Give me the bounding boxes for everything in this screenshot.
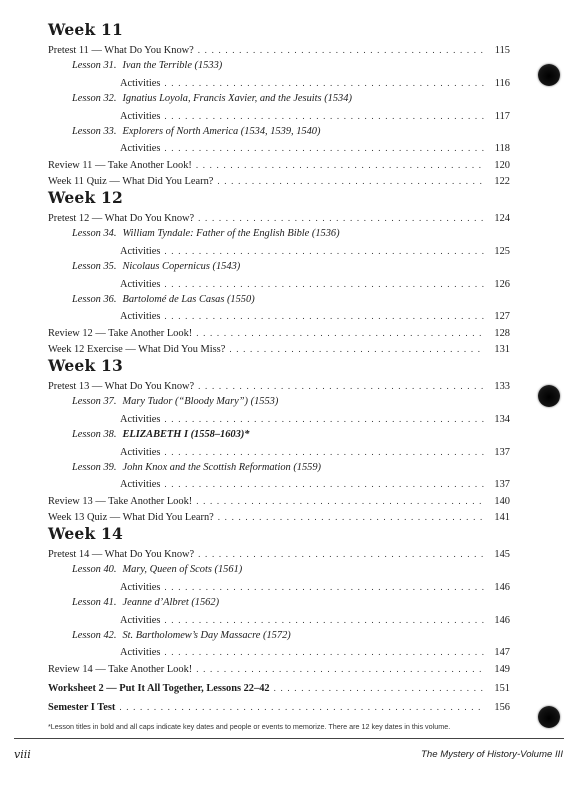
lesson-title: St. Bartholomew’s Day Massacre (1572) xyxy=(122,629,291,641)
book-title: The Mystery of History-Volume III xyxy=(421,749,563,760)
lesson-entry xyxy=(48,460,510,476)
lesson-title: Mary Tudor (“Bloody Mary”) (1553) xyxy=(122,396,279,408)
lesson-title: Ivan the Terrible (1533) xyxy=(122,60,223,72)
entry-label: Review 12 — Take Another Look! xyxy=(48,327,193,339)
review-entry xyxy=(48,157,510,173)
review-entry xyxy=(48,661,510,677)
semester-test-entry xyxy=(48,699,510,715)
activities-entry xyxy=(48,140,510,156)
pretest-entry xyxy=(48,210,510,226)
lesson-number: Lesson 36. xyxy=(72,293,117,305)
lesson-number: Lesson 34. xyxy=(72,228,117,240)
lesson-number: Lesson 38. xyxy=(72,429,117,441)
entry-page: 115 xyxy=(494,45,510,56)
entry-page: 128 xyxy=(494,327,510,339)
lesson-title: Ignatius Loyola, Francis Xavier, and the Jesuits (1534) xyxy=(122,93,352,105)
entry-page: 118 xyxy=(494,143,510,155)
entry-page: 120 xyxy=(494,159,510,171)
lesson-title: William Tyndale: Father of the English Bible (1536) xyxy=(122,228,340,240)
entry-label: Pretest 11 — What Do You Know? xyxy=(48,45,194,56)
lesson-entry xyxy=(48,562,510,578)
entry-page: 124 xyxy=(494,213,510,224)
entry-page: 116 xyxy=(494,77,510,89)
extras-section xyxy=(48,680,510,716)
activities-entry xyxy=(48,276,510,292)
entry-page: 127 xyxy=(494,311,510,323)
entry-label: Pretest 14 — What Do You Know? xyxy=(48,549,195,560)
entry-page: 156 xyxy=(494,702,510,714)
pretest-entry xyxy=(48,42,510,58)
activities-entry xyxy=(48,644,510,660)
activities-entry xyxy=(48,108,510,124)
activities-entry xyxy=(48,243,510,259)
lesson-number: Lesson 32. xyxy=(72,93,117,105)
entry-label: Activities xyxy=(120,110,161,122)
lesson-title: ELIZABETH I (1558–1603)* xyxy=(122,429,250,441)
week-heading: Week 14 xyxy=(48,524,123,543)
entry-label: Review 13 — Take Another Look! xyxy=(48,495,193,507)
entry-page: 141 xyxy=(494,512,510,524)
entry-label: Pretest 12 — What Do You Know? xyxy=(48,213,195,224)
lesson-title: John Knox and the Scottish Reformation (1559) xyxy=(122,461,322,473)
lesson-number: Lesson 41. xyxy=(72,597,117,609)
lesson-number: Lesson 42. xyxy=(72,629,117,641)
page-number: viii xyxy=(14,748,31,761)
lesson-title: Nicolaus Copernicus (1543) xyxy=(122,261,241,273)
entry-label: Activities xyxy=(120,278,161,290)
entry-page: 125 xyxy=(494,245,510,257)
entry-label: Week 12 Exercise — What Did You Miss? xyxy=(48,344,226,356)
lesson-entry xyxy=(48,292,510,308)
week-11-section xyxy=(48,20,510,190)
entry-label: Activities xyxy=(120,143,161,155)
lesson-number: Lesson 31. xyxy=(72,60,117,72)
entry-label: Review 14 — Take Another Look! xyxy=(48,663,193,675)
week-12-section xyxy=(48,188,510,358)
binder-hole-icon xyxy=(538,64,560,86)
activities-entry xyxy=(48,444,510,460)
entry-page: 146 xyxy=(494,614,510,626)
entry-label: Activities xyxy=(120,647,161,659)
entry-page: 137 xyxy=(494,446,510,458)
entry-page: 137 xyxy=(494,479,510,491)
entry-page: 146 xyxy=(494,581,510,593)
activities-entry xyxy=(48,612,510,628)
lesson-title: Jeanne d’Albret (1562) xyxy=(122,597,220,609)
entry-page: 151 xyxy=(494,683,510,694)
review-entry xyxy=(48,325,510,341)
lesson-entry xyxy=(48,259,510,275)
lesson-number: Lesson 39. xyxy=(72,461,117,473)
lesson-entry xyxy=(48,595,510,611)
review-entry xyxy=(48,493,510,509)
entry-page: 117 xyxy=(494,110,510,122)
week-heading: Week 13 xyxy=(48,356,123,375)
entry-label: Activities xyxy=(120,245,161,257)
entry-label: Week 11 Quiz — What Did You Learn? xyxy=(48,176,214,188)
entry-label: Review 11 — Take Another Look! xyxy=(48,159,192,171)
week-13-section xyxy=(48,356,510,526)
entry-label: Week 13 Quiz — What Did You Learn? xyxy=(48,512,214,524)
entry-label: Activities xyxy=(120,77,161,89)
entry-page: 131 xyxy=(494,344,510,356)
lesson-entry xyxy=(48,394,510,410)
lesson-number: Lesson 37. xyxy=(72,396,117,408)
entry-page: 126 xyxy=(494,278,510,290)
entry-label: Worksheet 2 — Put It All Together, Lessons 22–42 xyxy=(48,683,270,694)
pretest-entry xyxy=(48,546,510,562)
entry-label: Semester I Test xyxy=(48,702,116,714)
entry-label: Activities xyxy=(120,479,161,491)
lesson-title: Mary, Queen of Scots (1561) xyxy=(122,564,243,576)
lesson-number: Lesson 33. xyxy=(72,125,117,137)
entry-label: Activities xyxy=(120,311,161,323)
pretest-entry xyxy=(48,378,510,394)
entry-label: Pretest 13 — What Do You Know? xyxy=(48,381,195,392)
footer-divider xyxy=(14,738,564,739)
worksheet-entry xyxy=(48,680,510,696)
activities-entry xyxy=(48,476,510,492)
lesson-entry xyxy=(48,226,510,242)
entry-label: Activities xyxy=(120,614,161,626)
entry-page: 149 xyxy=(494,663,510,675)
lesson-entry xyxy=(48,628,510,644)
key-dates-footnote: *Lesson titles in bold and all caps indicate key dates and people or events to memorize. There are 12 key dates in this volume. xyxy=(48,722,451,731)
activities-entry xyxy=(48,75,510,91)
week-14-section xyxy=(48,524,510,677)
lesson-number: Lesson 40. xyxy=(72,564,117,576)
entry-label: Activities xyxy=(120,581,161,593)
week-heading: Week 12 xyxy=(48,188,123,207)
lesson-entry xyxy=(48,58,510,74)
lesson-number: Lesson 35. xyxy=(72,261,117,273)
binder-hole-icon xyxy=(538,385,560,407)
lesson-title: Bartolomé de Las Casas (1550) xyxy=(122,293,255,305)
activities-entry xyxy=(48,411,510,427)
entry-label: Activities xyxy=(120,413,161,425)
entry-page: 147 xyxy=(494,647,510,659)
lesson-entry xyxy=(48,124,510,140)
entry-page: 134 xyxy=(494,413,510,425)
entry-page: 145 xyxy=(494,549,510,560)
entry-page: 122 xyxy=(494,176,510,188)
binder-hole-icon xyxy=(538,706,560,728)
lesson-entry xyxy=(48,91,510,107)
activities-entry xyxy=(48,579,510,595)
entry-page: 140 xyxy=(494,495,510,507)
entry-label: Activities xyxy=(120,446,161,458)
entry-page: 133 xyxy=(494,381,510,392)
activities-entry xyxy=(48,308,510,324)
week-heading: Week 11 xyxy=(48,20,123,39)
key-lesson-entry xyxy=(48,427,510,443)
lesson-title: Explorers of North America (1534, 1539, 1540) xyxy=(122,125,321,137)
